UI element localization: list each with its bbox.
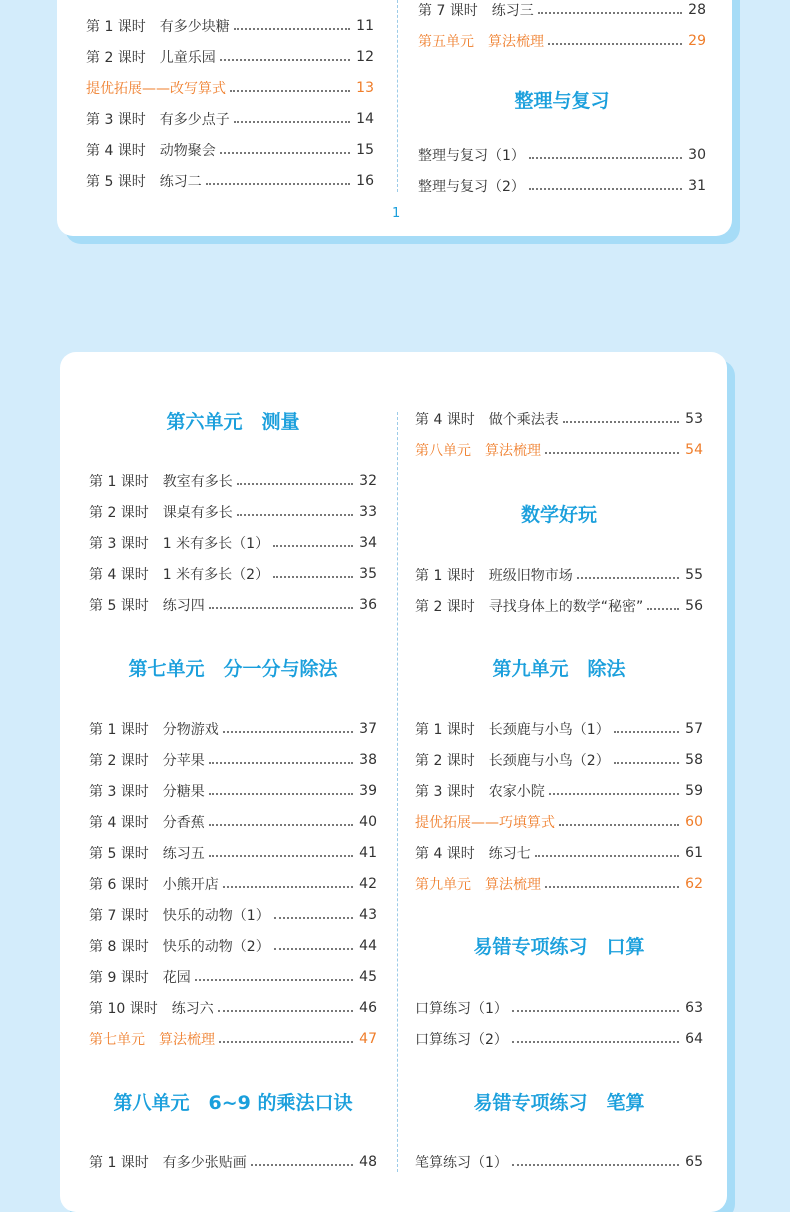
toc-entry-title: 第 4 课时 1 米有多长（2） xyxy=(89,567,270,583)
dot-leader xyxy=(209,792,353,795)
toc-entry-page: 28 xyxy=(688,2,706,18)
toc-entry-page: 34 xyxy=(359,535,377,551)
column-divider xyxy=(397,412,398,1172)
toc-entry-title: 第 2 课时 儿童乐园 xyxy=(86,50,216,66)
toc-entry-title: 第 4 课时 练习七 xyxy=(415,846,531,862)
section-heading-unit7: 第七单元 分一分与除法 xyxy=(128,658,338,680)
dot-leader xyxy=(512,1163,679,1166)
toc-entry-page: 65 xyxy=(685,1154,703,1170)
section-heading-written: 易错专项练习 笔算 xyxy=(473,1092,645,1114)
toc-entry-page: 39 xyxy=(359,783,377,799)
toc-entry[interactable] xyxy=(89,501,377,523)
toc-entry-title: 第 2 课时 分苹果 xyxy=(89,753,205,769)
toc-entry-page: 57 xyxy=(685,721,703,737)
toc-entry[interactable] xyxy=(89,966,377,988)
toc-entry-page: 61 xyxy=(685,845,703,861)
toc-entry[interactable] xyxy=(89,749,377,771)
toc-entry-title: 整理与复习（2） xyxy=(418,179,525,195)
toc-column-left xyxy=(86,15,374,195)
toc-entry[interactable] xyxy=(89,1028,377,1050)
toc-entry-title: 第 3 课时 农家小院 xyxy=(415,784,545,800)
toc-entry-title: 提优拓展——巧填算式 xyxy=(415,815,555,831)
toc-entry[interactable] xyxy=(89,811,377,833)
toc-entry[interactable] xyxy=(415,1028,703,1050)
toc-entry-page: 42 xyxy=(359,876,377,892)
dot-leader xyxy=(237,513,353,516)
dot-leader xyxy=(274,947,353,950)
dot-leader xyxy=(529,156,682,159)
section-heading-oral: 易错专项练习 口算 xyxy=(473,936,645,958)
toc-entry-page: 45 xyxy=(359,969,377,985)
dot-leader xyxy=(220,58,350,61)
dot-leader xyxy=(548,42,682,45)
dot-leader xyxy=(614,730,679,733)
toc-entry-page: 35 xyxy=(359,566,377,582)
dot-leader xyxy=(529,187,682,190)
toc-entry[interactable] xyxy=(415,718,703,740)
toc-entry-title: 第 1 课时 教室有多长 xyxy=(89,474,233,490)
toc-entry-title: 第五单元 算法梳理 xyxy=(418,34,544,50)
toc-entry-title: 整理与复习（1） xyxy=(418,148,525,164)
dot-leader xyxy=(545,885,679,888)
dot-leader xyxy=(251,1163,353,1166)
toc-entry[interactable] xyxy=(415,564,703,586)
dot-leader xyxy=(220,151,350,154)
page-number: 1 xyxy=(392,206,401,221)
toc-entry[interactable] xyxy=(415,780,703,802)
dot-leader xyxy=(223,730,353,733)
toc-entry-page: 40 xyxy=(359,814,377,830)
dot-leader xyxy=(206,182,350,185)
toc-entry-page: 29 xyxy=(688,33,706,49)
dot-leader xyxy=(535,854,679,857)
section-heading-unit8: 第八单元 6~9 的乘法口诀 xyxy=(113,1092,353,1114)
toc-entry[interactable] xyxy=(86,77,374,99)
toc-entry[interactable] xyxy=(415,842,703,864)
toc-entry-title: 第 2 课时 课桌有多长 xyxy=(89,505,233,521)
toc-entry-page: 41 xyxy=(359,845,377,861)
dot-leader xyxy=(209,761,353,764)
toc-entry-title: 第 1 课时 有多少块糖 xyxy=(86,19,230,35)
toc-entry-page: 37 xyxy=(359,721,377,737)
toc-entry[interactable] xyxy=(89,470,377,492)
toc-entry-page: 36 xyxy=(359,597,377,613)
section-heading-unit6: 第六单元 测量 xyxy=(166,411,300,433)
toc-entry-title: 第九单元 算法梳理 xyxy=(415,877,541,893)
toc-entry-title: 第 10 课时 练习六 xyxy=(89,1001,214,1017)
section-heading-unit9: 第九单元 除法 xyxy=(492,658,626,680)
dot-leader xyxy=(223,885,353,888)
dot-leader xyxy=(274,916,353,919)
toc-entry-title: 笔算练习（1） xyxy=(415,1155,508,1171)
dot-leader xyxy=(512,1040,679,1043)
toc-entry[interactable] xyxy=(415,997,703,1019)
toc-entry[interactable] xyxy=(86,15,374,37)
toc-entry-page: 58 xyxy=(685,752,703,768)
toc-entry[interactable] xyxy=(86,108,374,130)
toc-entry-page: 38 xyxy=(359,752,377,768)
dot-leader xyxy=(273,575,353,578)
toc-entry-title: 口算练习（1） xyxy=(415,1001,508,1017)
toc-entry-page: 44 xyxy=(359,938,377,954)
toc-entry[interactable] xyxy=(415,749,703,771)
toc-entry[interactable] xyxy=(418,144,706,166)
dot-leader xyxy=(195,978,353,981)
toc-column-right xyxy=(415,352,703,1171)
toc-entry-title: 第 3 课时 有多少点子 xyxy=(86,112,230,128)
toc-entry-page: 32 xyxy=(359,473,377,489)
toc-entry-title: 第 7 课时 练习三 xyxy=(418,3,534,19)
toc-entry-page: 14 xyxy=(356,111,374,127)
toc-entry[interactable] xyxy=(86,139,374,161)
dot-leader xyxy=(614,761,679,764)
toc-entry-page: 56 xyxy=(685,598,703,614)
toc-column-right xyxy=(418,0,706,195)
toc-entry[interactable] xyxy=(89,1151,377,1173)
toc-entry-page: 16 xyxy=(356,173,374,189)
dot-leader xyxy=(545,451,679,454)
toc-entry-title: 第 4 课时 分香蕉 xyxy=(89,815,205,831)
toc-entry[interactable] xyxy=(415,1151,703,1173)
toc-entry[interactable] xyxy=(415,811,703,833)
toc-entry-page: 60 xyxy=(685,814,703,830)
toc-entry[interactable] xyxy=(86,170,374,192)
toc-entry-page: 15 xyxy=(356,142,374,158)
toc-entry[interactable] xyxy=(89,842,377,864)
toc-entry-page: 48 xyxy=(359,1154,377,1170)
dot-leader xyxy=(563,420,679,423)
toc-entry-page: 53 xyxy=(685,411,703,427)
toc-entry-page: 33 xyxy=(359,504,377,520)
toc-entry[interactable] xyxy=(89,563,377,585)
toc-entry-page: 30 xyxy=(688,147,706,163)
toc-entry[interactable] xyxy=(86,46,374,68)
toc-column-left xyxy=(89,352,377,1171)
toc-entry-title: 第 1 课时 分物游戏 xyxy=(89,722,219,738)
toc-entry[interactable] xyxy=(418,0,706,21)
toc-entry-title: 第 4 课时 动物聚会 xyxy=(86,143,216,159)
dot-leader xyxy=(219,1040,353,1043)
toc-entry[interactable] xyxy=(415,873,703,895)
toc-entry-page: 11 xyxy=(356,18,374,34)
toc-entry[interactable] xyxy=(418,175,706,197)
toc-entry-page: 12 xyxy=(356,49,374,65)
toc-entry[interactable] xyxy=(415,439,703,461)
toc-entry-title: 第 1 课时 班级旧物市场 xyxy=(415,568,573,584)
toc-entry-title: 第 5 课时 练习四 xyxy=(89,598,205,614)
toc-entry-title: 第 5 课时 练习五 xyxy=(89,846,205,862)
toc-entry-page: 46 xyxy=(359,1000,377,1016)
toc-entry-title: 第 5 课时 练习二 xyxy=(86,174,202,190)
toc-entry-title: 提优拓展——改写算式 xyxy=(86,81,226,97)
toc-entry-page: 47 xyxy=(359,1031,377,1047)
toc-entry[interactable] xyxy=(89,904,377,926)
toc-entry[interactable] xyxy=(89,935,377,957)
toc-entry-title: 第 8 课时 快乐的动物（2） xyxy=(89,939,270,955)
toc-entry-page: 43 xyxy=(359,907,377,923)
toc-entry-title: 第 3 课时 分糖果 xyxy=(89,784,205,800)
toc-entry[interactable] xyxy=(89,873,377,895)
toc-entry-title: 第 7 课时 快乐的动物（1） xyxy=(89,908,270,924)
toc-entry-title: 第 3 课时 1 米有多长（1） xyxy=(89,536,270,552)
toc-entry-page: 54 xyxy=(685,442,703,458)
dot-leader xyxy=(209,854,353,857)
toc-entry-page: 63 xyxy=(685,1000,703,1016)
dot-leader xyxy=(549,792,679,795)
toc-entry-title: 第八单元 算法梳理 xyxy=(415,443,541,459)
section-heading: 整理与复习 xyxy=(514,90,610,112)
toc-entry-page: 59 xyxy=(685,783,703,799)
toc-entry-page: 55 xyxy=(685,567,703,583)
toc-card-bottom xyxy=(60,352,727,1212)
toc-entry-page: 62 xyxy=(685,876,703,892)
dot-leader xyxy=(234,120,350,123)
toc-entry[interactable] xyxy=(89,780,377,802)
toc-entry-title: 口算练习（2） xyxy=(415,1032,508,1048)
toc-entry-page: 31 xyxy=(688,178,706,194)
dot-leader xyxy=(218,1009,353,1012)
dot-leader xyxy=(230,89,350,92)
toc-entry[interactable] xyxy=(89,594,377,616)
dot-leader xyxy=(273,544,353,547)
column-divider xyxy=(397,0,398,192)
toc-entry-title: 第 2 课时 寻找身体上的数学“秘密” xyxy=(415,599,644,615)
toc-card-top xyxy=(57,0,732,236)
toc-entry[interactable] xyxy=(89,718,377,740)
toc-entry-page: 64 xyxy=(685,1031,703,1047)
dot-leader xyxy=(209,606,353,609)
dot-leader xyxy=(577,576,679,579)
toc-entry[interactable] xyxy=(415,595,703,617)
toc-entry[interactable] xyxy=(89,997,377,1019)
toc-entry-title: 第 4 课时 做个乘法表 xyxy=(415,412,559,428)
toc-entry-title: 第七单元 算法梳理 xyxy=(89,1032,215,1048)
toc-entry-title: 第 9 课时 花园 xyxy=(89,970,191,986)
toc-entry[interactable] xyxy=(89,532,377,554)
toc-entry[interactable] xyxy=(415,408,703,430)
section-heading-fun: 数学好玩 xyxy=(520,504,597,526)
toc-entry[interactable] xyxy=(418,30,706,52)
dot-leader xyxy=(512,1009,679,1012)
toc-entry-title: 第 1 课时 有多少张贴画 xyxy=(89,1155,247,1171)
dot-leader xyxy=(647,607,679,610)
toc-entry-title: 第 6 课时 小熊开店 xyxy=(89,877,219,893)
dot-leader xyxy=(234,27,350,30)
dot-leader xyxy=(559,823,679,826)
toc-entry-page: 13 xyxy=(356,80,374,96)
dot-leader xyxy=(538,11,682,14)
toc-entry-title: 第 2 课时 长颈鹿与小鸟（2） xyxy=(415,753,610,769)
dot-leader xyxy=(209,823,353,826)
dot-leader xyxy=(237,482,353,485)
toc-entry-title: 第 1 课时 长颈鹿与小鸟（1） xyxy=(415,722,610,738)
